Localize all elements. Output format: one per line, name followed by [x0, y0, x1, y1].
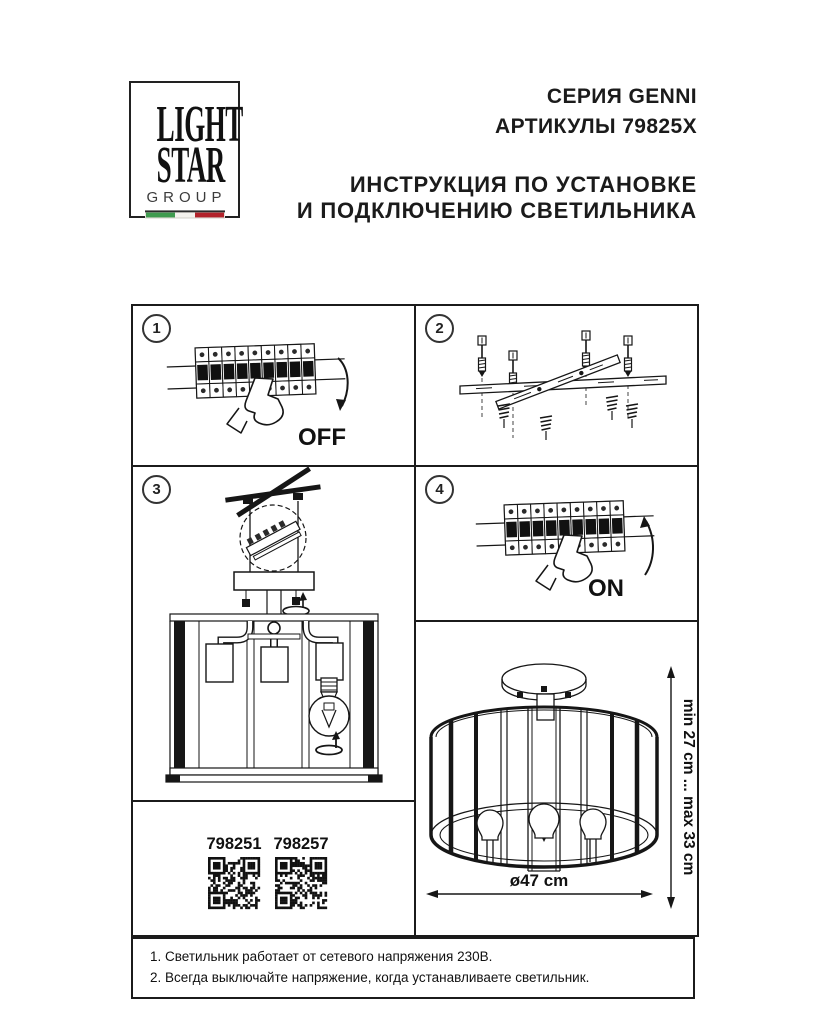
- on-label: ON: [588, 575, 624, 602]
- note-line-2: 2. Всегда выключайте напряжение, когда устанавливаете светильник.: [150, 969, 590, 985]
- breaker-off-diagram: [133, 306, 414, 465]
- qr-left-label: 798251: [206, 835, 262, 853]
- fixture-assembly-diagram: [133, 467, 414, 800]
- qr-code-798251: [208, 857, 260, 909]
- spring-anchors-icon: [498, 396, 638, 440]
- series-title: СЕРИЯ GENNI: [546, 85, 697, 108]
- off-label: OFF: [298, 424, 346, 451]
- note-line-1: 1. Светильник работает от сетевого напряжения 230В.: [150, 949, 493, 964]
- articles-title: АРТИКУЛЫ 79825X: [495, 115, 697, 138]
- qr-codes-cell: [133, 802, 414, 935]
- lamp-sockets-icon: [206, 621, 343, 682]
- step-4-number: 4: [425, 475, 454, 504]
- step-1-number: 1: [142, 314, 171, 343]
- diameter-dimension: [426, 871, 653, 898]
- bracket-mounting-diagram: [416, 306, 697, 465]
- lamp-dimensions-diagram: [416, 622, 697, 935]
- canopy-plate: [234, 572, 314, 590]
- qr-codes-block: [133, 802, 414, 935]
- header-titles: [297, 86, 697, 224]
- logo-word-light: LIGHT: [156, 96, 243, 153]
- lightstar-logo: [129, 81, 243, 218]
- ceiling-bracket-icon: [225, 467, 321, 518]
- ceiling-canopy-icon: [502, 664, 586, 720]
- notes-box: [131, 937, 695, 999]
- instruction-line-2: И ПОДКЛЮЧЕНИЮ СВЕТИЛЬНИКА: [296, 197, 697, 223]
- step-3-number: 3: [142, 475, 171, 504]
- step-3-cell: [133, 467, 414, 800]
- drum-shade-icon: [431, 707, 657, 871]
- qr-code-798257: [275, 857, 327, 909]
- height-dimension-label: min 27 cm ... max 33 cm: [680, 698, 697, 876]
- canopy-screws-icon: [242, 590, 309, 616]
- instruction-line-1: ИНСТРУКЦИЯ ПО УСТАНОВКЕ: [349, 172, 697, 197]
- step-2-cell: [416, 306, 697, 465]
- logo-word-star: STAR: [156, 136, 225, 194]
- light-bulb-icon: [309, 678, 349, 755]
- arrow-up-icon: [640, 516, 653, 575]
- lamp-dimensions-cell: [416, 622, 697, 935]
- arrow-down-icon: [336, 358, 348, 411]
- qr-right-label: 798257: [273, 835, 329, 853]
- step-2-number: 2: [425, 314, 454, 343]
- step-1-cell: [133, 306, 414, 465]
- steps-grid: [131, 304, 699, 937]
- height-dimension: [667, 666, 697, 909]
- terminal-block-icon: [243, 515, 303, 561]
- italian-flag-bar: [145, 210, 225, 219]
- diameter-label: ø47 cm: [509, 871, 569, 890]
- step-4-cell: [416, 467, 697, 620]
- logo-word-group: GROUP: [146, 189, 227, 207]
- breaker-on-diagram: [416, 467, 697, 620]
- instruction-title: [297, 172, 697, 224]
